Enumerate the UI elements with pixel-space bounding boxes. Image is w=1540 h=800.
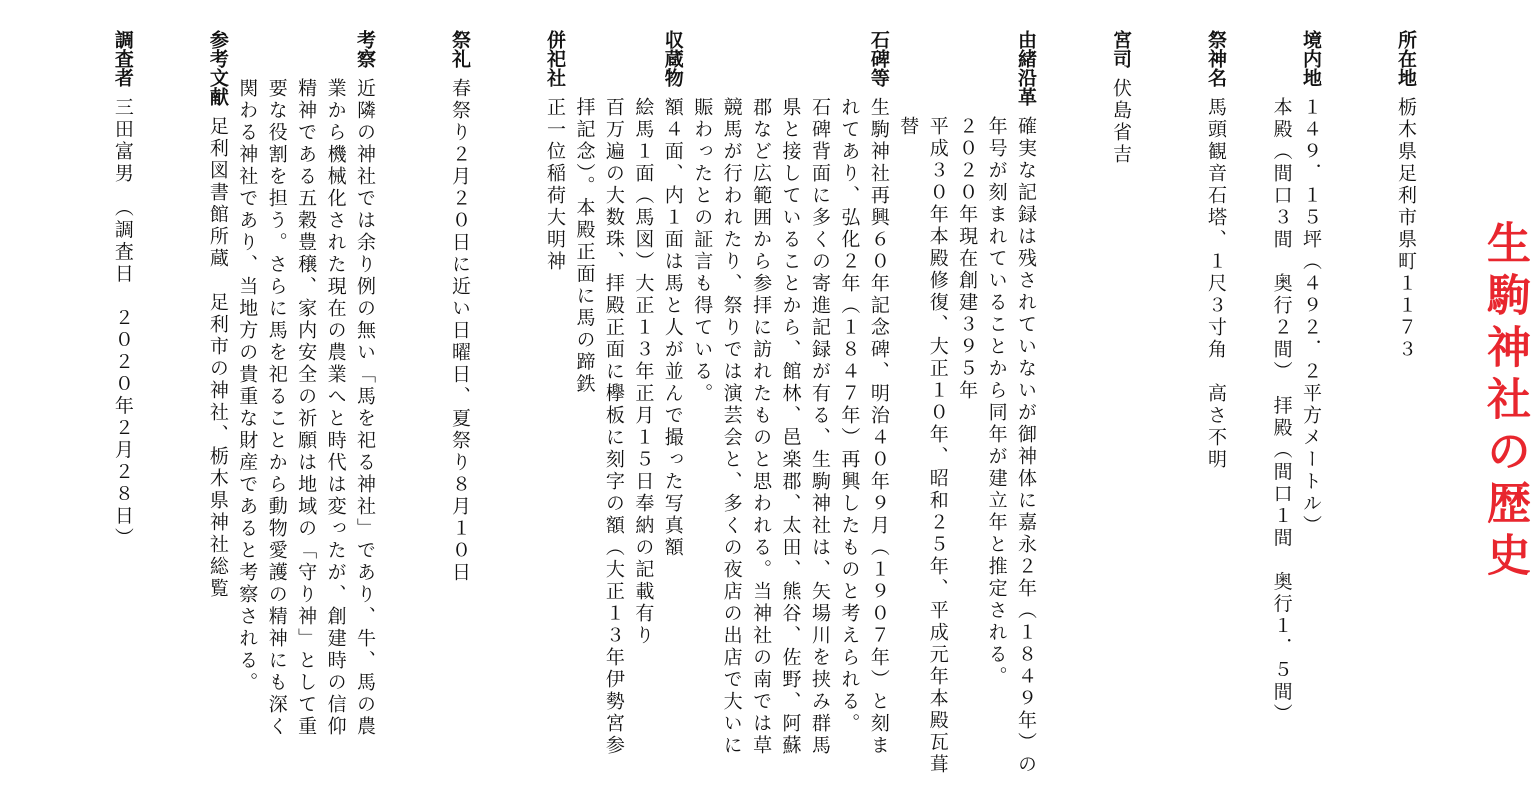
entry-line: 栃木県足利市県町１１７３ <box>1395 97 1417 361</box>
entry-line: ２０２０年現在創建３９５年 <box>956 116 979 402</box>
entry-content <box>42 87 137 757</box>
entry-label: 考察 <box>354 30 376 68</box>
entry-collection <box>569 30 687 790</box>
entry-content <box>379 68 474 738</box>
entry-line: 絵馬１面（馬図）大正１３年正月１５日奉納の記載有り <box>632 97 655 647</box>
entry-label: 祭礼 <box>449 30 471 68</box>
entry-content <box>1230 87 1325 757</box>
entry-label: 石碑等 <box>867 30 890 87</box>
page-title: 生駒神社の歴史 <box>1479 220 1530 584</box>
entry-line: 確実な記録は残されていないが御神体に嘉永２年（１８４９年）の年号が刻まれていることから同年が建立年と推定される。 <box>985 116 1037 776</box>
entry-content <box>1135 87 1230 757</box>
entry-label: 所在地 <box>1395 30 1417 87</box>
entry-line: 正一位稲荷大明神 <box>544 97 566 273</box>
entry-content <box>137 106 232 776</box>
entry-references <box>137 30 232 790</box>
entry-festival <box>379 30 474 790</box>
entry-line: 額４面、内１面は馬と人が並んで撮った写真額 <box>661 97 684 559</box>
entry-investigator <box>42 30 137 790</box>
entry-priest <box>1040 30 1135 790</box>
entry-content <box>1040 68 1135 738</box>
entry-line: 春祭り２月２０日に近い日曜日、夏祭り８月１０日 <box>449 78 471 584</box>
entry-label: 併祀社 <box>544 30 566 87</box>
entry-label: 宮司 <box>1110 30 1132 68</box>
entry-label: 収蔵物 <box>661 30 684 87</box>
entry-content <box>893 106 1040 776</box>
entry-line: １４９．１５坪（４９２．２平方メートル） <box>1300 97 1322 537</box>
entry-line: 本殿（間口３間 奥行２間） 拝殿（間口１間 奥行１．５間） <box>1270 97 1293 726</box>
entry-history <box>893 30 1040 790</box>
entry-line: 平成３０年本殿修復、大正１０年、昭和２５年、平成元年本殿瓦葺替 <box>897 116 949 776</box>
entry-content <box>687 87 893 757</box>
entry-line: 生駒神社再興６０年記念碑、明治４０年９月（１９０７年）と刻まれてあり、弘化２年（１８４７年）再興したものと考えられる。 <box>838 97 890 757</box>
entry-content <box>1325 87 1420 757</box>
entry-label: 祭神名 <box>1205 30 1227 87</box>
entry-content <box>474 87 569 757</box>
entry-line: 馬頭観音石塔、１尺３寸角 高さ不明 <box>1205 97 1227 471</box>
entry-grounds <box>1230 30 1325 790</box>
entry-label: 由緒沿革 <box>1015 30 1037 106</box>
entry-line: 百万遍の大数珠、拝殿正面に欅板に刻字の額（大正１３年伊勢宮参拝記念）。本殿正面に馬の蹄鉄 <box>573 97 625 757</box>
entry-label: 参考文献 <box>206 30 229 106</box>
entry-line: 石碑背面に多くの寄進記録が有る、生駒神社は、矢場川を挟み群馬県と接していることから、館林、邑楽郡、太田、熊谷、佐野、阿蘇郡など広範囲から参拝に訪れたものと思われる。当神社の南では草競馬が行われたり、祭りでは演芸会と、多くの夜店の出店で大いに賑わったとの証言も得ている。 <box>691 97 831 757</box>
entry-line: 伏島省吉 <box>1110 78 1132 166</box>
entry-line: 近隣の神社では余り例の無い「馬を祀る神社」であり、牛、馬の農業から機械化された現在の農業へと時代は変ったが、創建時の信仰精神である五穀豊穣、家内安全の祈願は地域の「守り神」として重要な役割を担う。さらに馬を祀ることから動物愛護の精神にも深く関わる神社であり、当地方の貴重な財産であると考察される。 <box>236 78 376 738</box>
entry-content <box>569 87 687 757</box>
entry-line: 三田富男 （調査日 ２０２０年２月２８日） <box>111 97 134 550</box>
entry-label: 境内地 <box>1300 30 1322 87</box>
entry-deity <box>1135 30 1230 790</box>
entry-monuments <box>687 30 893 790</box>
document-body <box>30 30 1420 790</box>
entry-line: 足利図書館所蔵 足利市の神社、栃木県神社総覧 <box>206 116 229 600</box>
entry-content <box>232 68 379 738</box>
entry-label: 調査者 <box>111 30 134 87</box>
entry-sub-shrine <box>474 30 569 790</box>
entry-consideration <box>232 30 379 790</box>
entry-location <box>1325 30 1420 790</box>
